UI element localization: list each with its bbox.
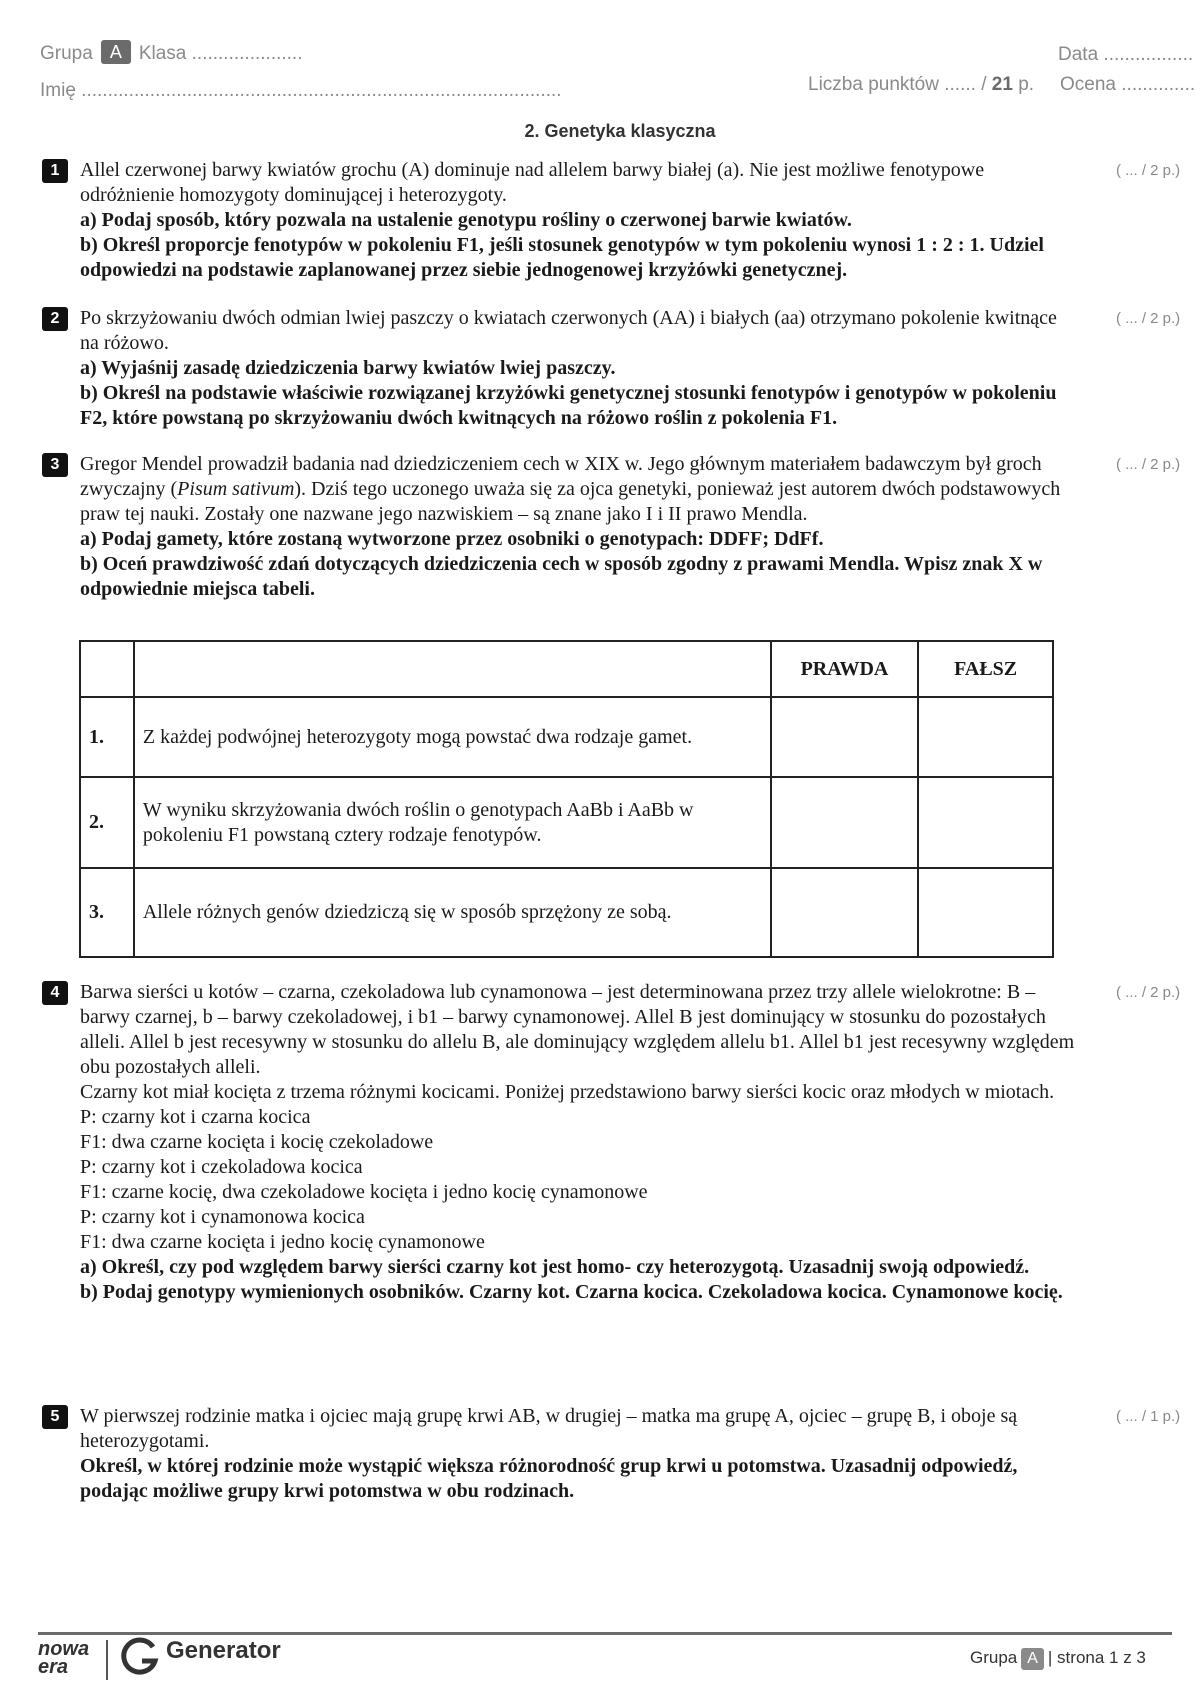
true-answer-cell[interactable] — [771, 868, 919, 957]
task-question-b: b) Określ proporcje fenotypów w pokoleniu F1, jeśli stosunek genotypów w tym pokoleniu wynosi 1 : 2 : 1. Udziel odpowiedzi na podstawie zaplanowanej przez siebie jednogenowej krzyżówki genetycznej. — [80, 234, 1044, 281]
name-field: Imię ........................................................................................... — [40, 80, 562, 101]
header-cell-empty — [134, 641, 771, 697]
class-field: Klasa ..................... — [138, 43, 303, 64]
task-question-a: a) Podaj gamety, które zostaną wytworzone przez osobniki o genotypach: DDFF; DdFf. — [80, 528, 824, 550]
task-number: 1 — [42, 159, 68, 183]
task-5 — [50, 1404, 1181, 1504]
row-number: 3. — [80, 868, 134, 957]
task-number: 3 — [42, 453, 68, 477]
intro-part: Gregor Mendel prowadził badania nad dziedziczeniem cech w XIX w. Jego głównym materiałem badawczym był groch zwyczajny ( — [80, 453, 1042, 500]
task-intro: Czarny kot miał kocięta z trzema różnymi kocicami. Poniżej przedstawiono barwy sierści kocic oraz młodych w miotach. — [80, 1081, 1055, 1103]
task-question-b: b) Oceń prawdziwość zdań dotyczących dziedziczenia cech w sposób zgodny z prawami Mendla. Wpisz znak X w odpowiednie miejsca tabeli. — [80, 553, 1043, 600]
task-4 — [50, 980, 1181, 1305]
page-title: 2. Genetyka klasyczna — [524, 121, 716, 141]
date-field: Data ................. — [1058, 44, 1194, 65]
cross-line: F1: dwa czarne kocięta i jedno kocię cynamonowe — [80, 1231, 485, 1253]
task-question-a: a) Wyjaśnij zasadę dziedziczenia barwy kwiatów lwiej paszczy. — [80, 357, 616, 379]
header-true: PRAWDA — [771, 641, 919, 697]
row-number: 2. — [80, 777, 134, 868]
task-intro: Barwa sierści u kotów – czarna, czekoladowa lub cynamonowa – jest determinowana przez trzy allele wielokrotne: B – barwy czarnej, b – barwy czekoladowej, i b1 – barwy cynamonowej. Allel B jest dominujący w stosunku do pozostałych alleli. Allel b jest recesywny w stosunku do allelu B, ale dominujący względem allelu b1. Allel b1 jest recesywny względem obu pozostałych alleli. — [80, 981, 1075, 1078]
table-row — [80, 777, 1053, 868]
task-1 — [50, 158, 1181, 283]
true-answer-cell[interactable] — [771, 697, 919, 777]
task-question-b: b) Określ na podstawie właściwie rozwiązanej krzyżówki genetycznej stosunki fenotypów i genotypów w pokoleniu F2, które powstaną po skrzyżowaniu dwóch kwitnących na różowo roślin z pokolenia F1. — [80, 382, 1057, 429]
header-cell-empty — [80, 641, 134, 697]
header-false: FAŁSZ — [918, 641, 1053, 697]
task-number: 4 — [42, 981, 68, 1005]
true-answer-cell[interactable] — [771, 777, 919, 868]
table-header-row — [80, 641, 1053, 697]
table-row — [80, 697, 1053, 777]
cross-line: P: czarny kot i czekoladowa kocica — [80, 1156, 363, 1178]
task-points: ( ... / 2 p.) — [1116, 456, 1181, 473]
false-answer-cell[interactable] — [918, 868, 1053, 957]
task-intro: W pierwszej rodzinie matka i ojciec mają grupę krwi AB, w drugiej – matka ma grupę A, ojciec – grupę B, i oboje są heterozygotami. — [80, 1405, 1018, 1452]
generator-g-icon — [120, 1637, 160, 1677]
intro-part: ). Dziś tego uczonego uważa się za ojca genetyki, ponieważ jest autorem dwóch podstawowych praw tej nauki. Zostały one nazwane jego nazwiskiem – są znane jako I i II prawo Mendla. — [80, 478, 1061, 525]
points-field — [808, 74, 1034, 96]
cross-line: F1: dwa czarne kocięta i kocię czekoladowe — [80, 1131, 434, 1153]
group-badge: A — [101, 40, 131, 64]
cross-line: P: czarny kot i cynamonowa kocica — [80, 1206, 365, 1228]
row-number: 1. — [80, 697, 134, 777]
task-question-a: a) Określ, czy pod względem barwy sierści czarny kot jest homo- czy heterozygotą. Uzasadnij swoją odpowiedź. — [80, 1256, 1030, 1278]
task-intro — [80, 452, 1080, 527]
row-statement: Allele różnych genów dziedziczą się w sposób sprzężony ze sobą. — [134, 868, 771, 957]
footer-group-label: Grupa — [970, 1648, 1018, 1667]
task-intro: Allel czerwonej barwy kwiatów grochu (A) dominuje nad allelem barwy białej (a). Nie jest możliwe fenotypowe odróżnienie homozygoty dominującej i heterozygoty. — [80, 159, 985, 206]
page-number: | strona 1 z 3 — [1047, 1648, 1146, 1667]
table-row — [80, 868, 1053, 957]
task-3 — [50, 452, 1181, 602]
logo-separator — [106, 1640, 108, 1680]
logo-text-era: era — [38, 1656, 69, 1678]
row-statement: Z każdej podwójnej heterozygoty mogą powstać dwa rodzaje gamet. — [134, 697, 771, 777]
task-points: ( ... / 2 p.) — [1116, 984, 1181, 1001]
task-points: ( ... / 2 p.) — [1116, 162, 1181, 179]
species-name: Pisum sativum — [177, 478, 295, 500]
grade-field: Ocena .............. — [1060, 74, 1196, 95]
footer-divider — [38, 1632, 1172, 1635]
task-2 — [50, 306, 1181, 431]
points-label: Liczba punktów ...... / — [808, 74, 987, 95]
task-points: ( ... / 1 p.) — [1116, 1408, 1181, 1425]
task-question-b: b) Podaj genotypy wymienionych osobników. Czarny kot. Czarna kocica. Czekoladowa kocica. Cynamonowe kocię. — [80, 1281, 1063, 1303]
logo-text-nowa: nowa — [38, 1638, 90, 1660]
task-number: 5 — [42, 1405, 68, 1429]
task-intro: Po skrzyżowaniu dwóch odmian lwiej paszczy o kwiatach czerwonych (AA) i białych (aa) otrzymano pokolenie kwitnące na różowo. — [80, 307, 1057, 354]
footer-group-badge: A — [1021, 1648, 1044, 1670]
generator-logo-text: Generator — [166, 1637, 281, 1664]
false-answer-cell[interactable] — [918, 777, 1053, 868]
footer-page-info — [970, 1648, 1146, 1670]
row-statement: W wyniku skrzyżowania dwóch roślin o genotypach AaBb i AaBb w pokoleniu F1 powstaną cztery rodzaje fenotypów. — [134, 777, 771, 868]
task-number: 2 — [42, 307, 68, 331]
group-label: Grupa — [40, 43, 93, 64]
cross-line: P: czarny kot i czarna kocica — [80, 1106, 311, 1128]
false-answer-cell[interactable] — [918, 697, 1053, 777]
true-false-table — [79, 640, 1054, 958]
nowa-era-logo — [38, 1640, 89, 1676]
task-question: Określ, w której rodzinie może wystąpić większa różnorodność grup krwi u potomstwa. Uzasadnij odpowiedź, podając możliwe grupy krwi potomstwa w obu rodzinach. — [80, 1455, 1018, 1502]
points-unit: p. — [1018, 74, 1035, 95]
task-question-a: a) Podaj sposób, który pozwala na ustalenie genotypu rośliny o czerwonej barwie kwiatów. — [80, 209, 852, 231]
group-row — [40, 40, 303, 65]
cross-line: F1: czarne kocię, dwa czekoladowe kocięta i jedno kocię cynamonowe — [80, 1181, 648, 1203]
task-points: ( ... / 2 p.) — [1116, 310, 1181, 327]
points-max: 21 — [991, 74, 1013, 95]
